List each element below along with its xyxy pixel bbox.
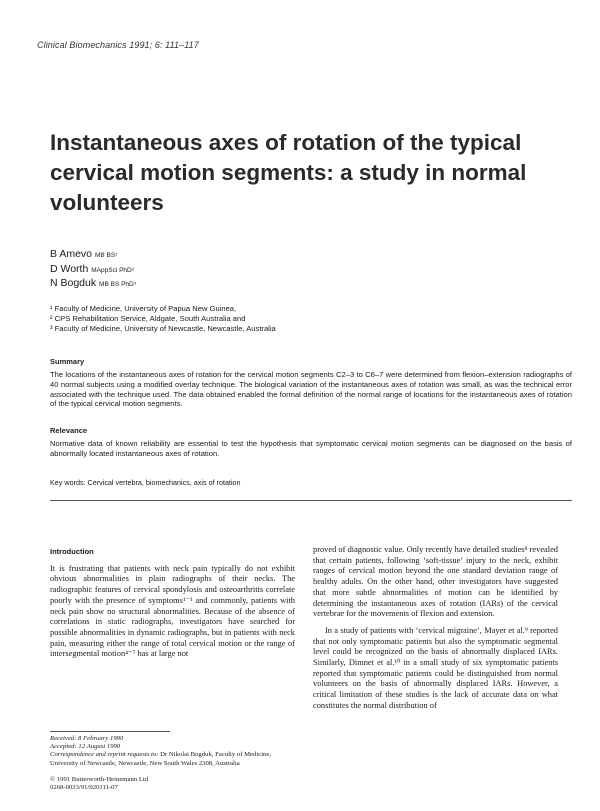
right-column <box>313 545 558 712</box>
author-1 <box>50 248 136 263</box>
affiliation-2: ² CPS Rehabilitation Service, Aldgate, South Australia and <box>50 314 246 324</box>
correspondence-label: Correspondence and reprint requests to: <box>50 751 159 759</box>
author-degrees: MB BS PhD³ <box>99 281 136 288</box>
author-degrees: MB BS¹ <box>94 252 118 259</box>
author-name: D Worth <box>50 262 89 275</box>
correspondence-address: Dr Nikolai Bogduk, Faculty of Medicine, University of Newcastle, Newcastle, New South Wales 2308, Australia <box>50 751 272 767</box>
author-name: B Amevo <box>50 248 93 260</box>
author-name: N Bogduk <box>50 277 97 289</box>
issn: 0268-0033/91/020111-07 <box>50 784 118 792</box>
received-date: Received: 8 February 1990 <box>50 735 124 742</box>
relevance-text: Normative data of known reliability are essential to test the hypothesis that symptomatic cervical motion segments can be diagnosed on the basis of abnormally located instantaneous axes of rotation. <box>50 439 572 458</box>
correspondence <box>50 751 300 767</box>
affiliation-3: ³ Faculty of Medicine, University of Newcastle, Newcastle, Australia <box>50 324 276 334</box>
left-column <box>50 547 295 660</box>
accepted-date: Accepted: 12 August 1990 <box>50 743 121 751</box>
intro-paragraph-3: In a study of patients with ‘cervical migraine’, Mayer et al.⁹ reported that not only symptomatic patients but also the symptomatic segmental level could be recognized on the basis of abnormally displaced IARs. Similarly, Dimnet et al.¹⁰ in a small study of six symptomatic patients reported that symptomatic patients could be distinguished from normal volunteers on the basis of abnormally displaced IARs. However, a critical limitation of these studies is the lack of accurate data on what constitutes the normal distribution of <box>313 625 558 710</box>
relevance-heading: Relevance <box>50 426 88 435</box>
journal-citation: Clinical Biomechanics 1991; 6: 111–117 <box>37 40 199 50</box>
keywords: Key words: Cervical vertebra, biomechanics, axis of rotation <box>50 478 241 487</box>
article-history <box>50 735 300 792</box>
intro-paragraph-1: It is frustrating that patients with neck pain typically do not exhibit obvious abnormalities in plain radiographs of their necks. The radiographic features of cervical spondylosis and osteoarthritis correlate poorly with the presence of symptoms¹⁻³ and commonly, patients with neck pain show no structural abnormalities. Because of the absence of correlations in static radiographs, investigators have searched for possible abnormalities in dynamic radiographs, but in patients with neck pain, measuring either the range of total cervical motion or the range of intersegmental motion⁴⁻⁷ has at large not <box>50 563 295 659</box>
summary-heading: Summary <box>50 357 85 366</box>
author-degrees: MAppSci PhD² <box>91 266 134 274</box>
summary-text: The locations of the instantaneous axes of rotation for the cervical motion segments C2–3 to C6–7 were determined from flexion–extension radiographs of 40 normal subjects using a modified overlay technique. The biological variation of the instantaneous axes of rotation was small, as was the technical error associated with the technique used. The data obtained enabled the formal definition of the normal range of locations for the instantaneous axes of rotation of the typical cervical motion segments. <box>50 370 572 409</box>
intro-paragraph-2: proved of diagnostic value. Only recently have detailed studies⁸ revealed that certain patients, following ‘soft-tissue’ injury to the neck, exhibit ranges of cervical motion beyond the one standard deviation range of healthy adults. On the other hand, other investigators have suggested that more subtle abnormalities of motion can be identified by determining the instantaneous axes of rotation (IARs) of the cervical vertebrae for the movements of flexion and extension. <box>313 545 558 619</box>
author-list <box>50 248 136 292</box>
affiliation-1: ¹ Faculty of Medicine, University of Papua New Guinea, <box>50 304 237 313</box>
introduction-heading: Introduction <box>50 547 94 556</box>
author-2 <box>50 263 136 278</box>
affiliation-list <box>50 304 276 335</box>
author-3 <box>50 277 136 292</box>
copyright: © 1991 Butterworth-Heinemann Ltd <box>50 775 149 783</box>
footnote-rule <box>50 731 170 732</box>
divider-rule <box>50 500 572 501</box>
article-title: Instantaneous axes of rotation of the typical cervical motion segments: a study in normal volunteers <box>50 130 527 215</box>
